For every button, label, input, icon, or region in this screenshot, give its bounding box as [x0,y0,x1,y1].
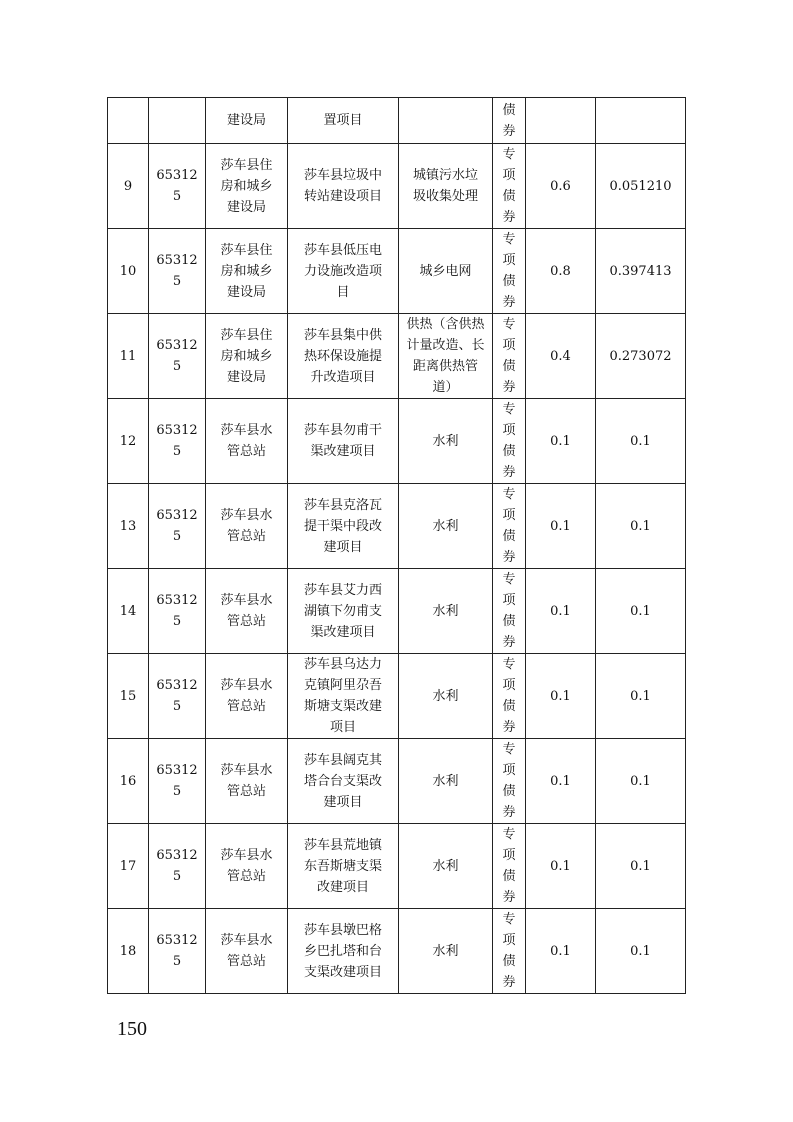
bond-type-char: 债 [502,102,516,118]
table-row [108,909,686,994]
cell-bond-type [493,824,526,909]
cell-code-line: 5 [172,699,182,714]
cell-unit [206,739,288,824]
cell-category [399,654,493,739]
cell-bond-type-line: 债 [502,614,516,629]
cell-category-line: 计量改造、长 [406,338,485,353]
cell-cost: 0.051210 [596,144,686,229]
cell-bond-type-line: 专 [502,912,516,927]
cell-code [149,569,206,654]
cell-code [149,314,206,399]
cell-unit [206,229,288,314]
cell-unit-line: 莎车县水 [220,933,273,948]
cell-cost [596,98,686,144]
cell-category-line: 水利 [432,688,459,704]
cell-bond-type-line: 项 [502,338,516,353]
cell-bond-type [493,909,526,994]
cell-code-line: 65312 [156,168,198,183]
cell-bond-type-line: 项 [502,253,516,268]
cell-project-line: 莎车县荒地镇 [303,837,382,853]
cell-project: 置项目 [288,98,399,144]
cell-bond-type-line: 券 [502,975,516,990]
cell-no: 11 [108,314,149,399]
cell-unit-line: 莎车县水 [220,508,273,523]
cell-cost: 0.1 [596,824,686,909]
cell-code [149,654,206,739]
cell-bond-type-line: 专 [502,742,516,757]
table-row [108,399,686,484]
cell-project [288,739,399,824]
cell-bond-type [493,98,526,144]
cell-project-line: 乡巴扎塔和台 [303,943,382,959]
cell-amount: 0.1 [526,739,596,824]
cell-code-line: 65312 [156,848,198,863]
cell-category [399,144,493,229]
cell-amount: 0.1 [526,824,596,909]
page-number: 150 [117,1018,147,1040]
cell-category [399,314,493,399]
cell-bond-type [493,569,526,654]
cell-category [399,484,493,569]
cell-bond-type [493,144,526,229]
cell-bond-type [493,314,526,399]
cell-bond-type-line: 债 [502,784,516,799]
cell-project-line: 莎车县克洛瓦 [303,497,382,513]
cell-code-line: 5 [172,529,182,544]
cell-bond-type-line: 券 [502,380,516,395]
table-row [108,484,686,569]
cell-project-line: 提干渠中段改 [303,518,382,534]
cell-cost: 0.273072 [596,314,686,399]
cell-unit-line: 莎车县水 [220,848,273,863]
cell-bond-type-line: 专 [502,317,516,332]
cell-unit [206,144,288,229]
cell-unit-line: 莎车县水 [220,678,273,693]
cell-bond-type-line: 项 [502,168,516,183]
cell-project-line: 克镇阿里尕吾 [303,678,382,693]
cell-project-line: 建项目 [323,794,363,810]
cell-project-line: 莎车县艾力西 [303,582,382,598]
cell-code [149,909,206,994]
cell-code [149,484,206,569]
cell-code-line: 5 [172,614,182,629]
cell-bond-type-line: 债 [502,699,516,714]
cell-unit-line: 莎车县住 [220,242,273,258]
cell-unit-line: 房和城乡 [220,263,273,279]
cell-category-line: 距离供热管 [412,359,478,374]
cell-code [149,739,206,824]
cell-bond-type-line: 项 [502,848,516,863]
cell-cost: 0.1 [596,484,686,569]
cell-unit [206,654,288,739]
cell-project-line: 建项目 [323,539,363,555]
cell-code-line: 65312 [156,678,198,693]
cell-project-line: 莎车县低压电 [303,242,382,258]
cell-bond-type [493,399,526,484]
cell-bond-type-line: 项 [502,593,516,608]
cell-project-line: 项目 [329,720,356,735]
cell-unit [206,484,288,569]
cell-unit-line: 管总站 [226,444,266,459]
cell-project-line: 莎车县墩巴格 [303,922,382,938]
cell-unit [206,569,288,654]
cell-project-line: 莎车县勿甫干 [303,423,382,438]
cell-unit-line: 管总站 [226,614,266,629]
cell-bond-type-line: 债 [502,869,516,884]
cell-category-line: 水利 [432,858,459,874]
cell-bond-type-line: 项 [502,508,516,523]
cell-bond-type-line: 债 [502,529,516,544]
cell-project-line: 莎车县集中供 [303,327,382,343]
cell-project [288,569,399,654]
cell-project [288,144,399,229]
cell-unit-line: 建设局 [226,284,266,300]
cell-bond-type-line: 专 [502,402,516,417]
cell-unit [206,824,288,909]
cell-cost: 0.1 [596,654,686,739]
cell-bond-type-line: 债 [502,359,516,374]
project-table [107,97,686,994]
cell-bond-type-line: 项 [502,933,516,948]
cell-bond-type-line: 券 [502,295,516,310]
cell-project-line: 力设施改造项 [303,263,382,279]
cell-bond-type-line: 债 [502,274,516,289]
cell-category [399,739,493,824]
cell-bond-type-line: 项 [502,678,516,693]
cell-category-line: 水利 [432,943,459,959]
cell-project [288,399,399,484]
cell-project-line: 莎车县乌达力 [303,657,382,672]
cell-bond-type-line: 券 [502,805,516,820]
cell-bond-type-line: 券 [502,465,516,480]
cell-no: 9 [108,144,149,229]
continuation-row [108,98,686,144]
cell-category-line: 供热（含供热 [406,317,485,332]
cell-project-line: 目 [336,284,350,300]
cell-no: 13 [108,484,149,569]
table-body [108,98,686,994]
cell-bond-type [493,739,526,824]
cell-cost: 0.1 [596,909,686,994]
cell-category [399,399,493,484]
cell-project-line: 东吾斯塘支渠 [303,858,382,874]
cell-unit-line: 管总站 [226,954,266,969]
cell-unit-line: 莎车县住 [220,157,273,173]
cell-code-line: 65312 [156,253,198,268]
cell-project [288,314,399,399]
cell-bond-type-line: 专 [502,147,516,162]
cell-bond-type-line: 券 [502,720,516,735]
cell-bond-type-line: 债 [502,444,516,459]
cell-project-line: 斯塘支渠改建 [303,699,382,714]
bond-type-char: 券 [502,123,516,139]
cell-project-line: 塔合台支渠改 [303,773,382,789]
cell-bond-type-line: 项 [502,763,516,778]
cell-no: 17 [108,824,149,909]
cell-bond-type-line: 券 [502,635,516,650]
cell-bond-type-line: 券 [502,210,516,225]
cell-project-line: 改建项目 [316,879,369,895]
cell-code-line: 65312 [156,508,198,523]
cell-category-line: 水利 [432,433,459,449]
cell-code [149,824,206,909]
cell-code-line: 5 [172,954,182,969]
cell-category-line: 水利 [432,773,459,789]
cell-bond-type-line: 专 [502,657,516,672]
cell-unit [206,399,288,484]
cell-amount: 0.6 [526,144,596,229]
cell-code-line: 65312 [156,763,198,778]
cell-category-line: 城乡电网 [419,263,472,279]
cell-category [399,909,493,994]
cell-no: 16 [108,739,149,824]
table-row [108,824,686,909]
cell-unit-line: 管总站 [226,699,266,714]
cell-project-line: 莎车县垃圾中 [303,168,382,183]
cell-project [288,484,399,569]
cell-code-line: 65312 [156,593,198,608]
cell-code-line: 65312 [156,933,198,948]
cell-amount: 0.8 [526,229,596,314]
cell-no: 10 [108,229,149,314]
cell-bond-type [493,654,526,739]
cell-bond-type-line: 债 [502,189,516,204]
cell-unit-line: 莎车县水 [220,423,273,438]
cell-no [108,98,149,144]
cell-bond-type-line: 专 [502,572,516,587]
cell-no: 12 [108,399,149,484]
cell-unit-line: 管总站 [226,784,266,799]
cell-code [149,144,206,229]
cell-bond-type-line: 项 [502,423,516,438]
cell-unit-line: 莎车县水 [220,593,273,608]
cell-cost: 0.1 [596,399,686,484]
cell-project [288,229,399,314]
cell-category [399,824,493,909]
cell-code-line: 5 [172,869,182,884]
cell-no: 18 [108,909,149,994]
cell-cost: 0.1 [596,569,686,654]
cell-project-line: 渠改建项目 [310,444,376,459]
cell-cost: 0.397413 [596,229,686,314]
cell-code [149,229,206,314]
cell-bond-type-line: 专 [502,232,516,247]
cell-category-line: 道） [432,380,459,395]
cell-category [399,229,493,314]
cell-cost: 0.1 [596,739,686,824]
cell-category-line: 圾收集处理 [412,189,478,204]
cell-project-line: 支渠改建项目 [303,964,382,980]
cell-amount [526,98,596,144]
cell-project-line: 渠改建项目 [310,624,376,640]
cell-category [399,98,493,144]
cell-bond-type-line: 专 [502,487,516,502]
cell-unit-line: 房和城乡 [220,178,273,194]
cell-unit [206,909,288,994]
cell-code-line: 65312 [156,423,198,438]
cell-code [149,98,206,144]
cell-project-line: 升改造项目 [310,369,376,385]
cell-amount: 0.1 [526,399,596,484]
cell-category [399,569,493,654]
cell-unit-line: 房和城乡 [220,348,273,364]
cell-bond-type-line: 专 [502,827,516,842]
cell-category-line: 城镇污水垃 [412,168,478,183]
cell-category-line: 水利 [432,518,459,534]
cell-amount: 0.1 [526,569,596,654]
cell-no: 14 [108,569,149,654]
cell-project [288,909,399,994]
cell-no: 15 [108,654,149,739]
cell-code [149,399,206,484]
cell-project-line: 热环保设施提 [303,348,382,364]
cell-amount: 0.1 [526,654,596,739]
table-row [108,654,686,739]
cell-project-line: 湖镇下勿甫支 [303,603,382,619]
cell-unit: 建设局 [206,98,288,144]
cell-project [288,654,399,739]
table-row [108,569,686,654]
cell-bond-type [493,229,526,314]
cell-unit-line: 建设局 [226,199,266,215]
cell-bond-type-line: 债 [502,954,516,969]
cell-amount: 0.4 [526,314,596,399]
cell-bond-type [493,484,526,569]
cell-unit-line: 管总站 [226,529,266,544]
cell-unit-line: 建设局 [226,369,266,385]
cell-code-line: 65312 [156,338,198,353]
cell-project [288,824,399,909]
cell-code-line: 5 [172,189,182,204]
cell-amount: 0.1 [526,484,596,569]
table-row [108,229,686,314]
cell-bond-type-line: 券 [502,890,516,905]
cell-project-line: 莎车县阔克其 [303,752,382,768]
cell-unit-line: 管总站 [226,869,266,884]
cell-bond-type-line: 券 [502,550,516,565]
cell-project-line: 转站建设项目 [303,189,382,204]
cell-unit-line: 莎车县住 [220,327,273,343]
cell-code-line: 5 [172,359,182,374]
cell-code-line: 5 [172,784,182,799]
cell-code-line: 5 [172,274,182,289]
table-row [108,144,686,229]
cell-unit-line: 莎车县水 [220,763,273,778]
table-row [108,314,686,399]
table-row [108,739,686,824]
cell-code-line: 5 [172,444,182,459]
cell-category-line: 水利 [432,603,459,619]
cell-amount: 0.1 [526,909,596,994]
cell-unit [206,314,288,399]
